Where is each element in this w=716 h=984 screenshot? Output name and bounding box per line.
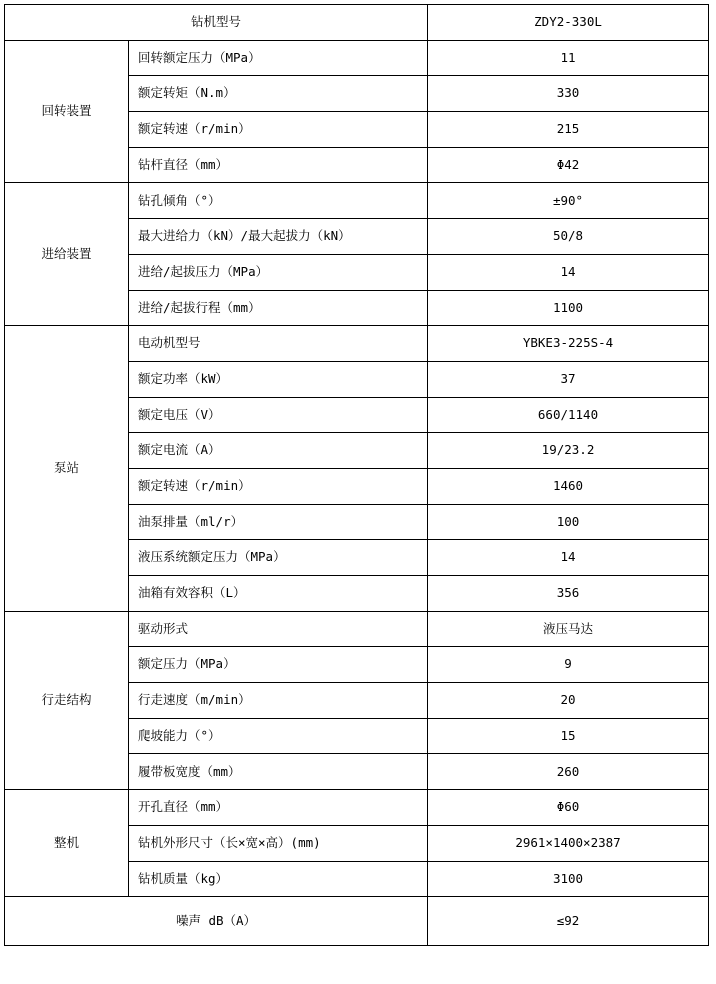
spec-value: 14 <box>428 254 709 290</box>
group-label-feed: 进给装置 <box>5 183 129 326</box>
spec-label: 钻机外形尺寸（长×宽×高）(mm) <box>129 825 428 861</box>
spec-value: 14 <box>428 540 709 576</box>
spec-value: 215 <box>428 112 709 148</box>
model-header-label: 钻机型号 <box>5 5 428 41</box>
spec-value: 356 <box>428 576 709 612</box>
spec-label: 钻机质量（kg） <box>129 861 428 897</box>
spec-value: 1100 <box>428 290 709 326</box>
spec-value: ±90° <box>428 183 709 219</box>
spec-value: 3100 <box>428 861 709 897</box>
model-header-value: ZDY2-330L <box>428 5 709 41</box>
spec-label: 钻孔倾角（°） <box>129 183 428 219</box>
spec-label: 额定电流（A） <box>129 433 428 469</box>
spec-value: 9 <box>428 647 709 683</box>
spec-value: 液压马达 <box>428 611 709 647</box>
spec-value: 100 <box>428 504 709 540</box>
spec-label: 油泵排量（ml/r） <box>129 504 428 540</box>
spec-label: 额定压力（MPa） <box>129 647 428 683</box>
spec-label: 爬坡能力（°） <box>129 718 428 754</box>
group-label-rotary: 回转装置 <box>5 40 129 183</box>
spec-value: 660/1140 <box>428 397 709 433</box>
spec-label: 额定转速（r/min） <box>129 468 428 504</box>
spec-label: 钻杆直径（mm） <box>129 147 428 183</box>
spec-label: 回转额定压力（MPa） <box>129 40 428 76</box>
spec-label: 额定转速（r/min） <box>129 112 428 148</box>
spec-label: 额定转矩（N.m） <box>129 76 428 112</box>
spec-value: Φ60 <box>428 790 709 826</box>
group-label-pump-station: 泵站 <box>5 326 129 612</box>
spec-value: 19/23.2 <box>428 433 709 469</box>
spec-value: 15 <box>428 718 709 754</box>
spec-label: 额定功率（kW） <box>129 361 428 397</box>
noise-label: 噪声 dB（A） <box>5 897 428 946</box>
spec-value: 330 <box>428 76 709 112</box>
spec-value: 50/8 <box>428 219 709 255</box>
spec-label: 电动机型号 <box>129 326 428 362</box>
spec-label: 进给/起拔压力（MPa） <box>129 254 428 290</box>
table-row <box>5 40 709 76</box>
spec-value: 2961×1400×2387 <box>428 825 709 861</box>
spec-value: 11 <box>428 40 709 76</box>
spec-label: 驱动形式 <box>129 611 428 647</box>
spec-label: 额定电压（V） <box>129 397 428 433</box>
table-row <box>5 611 709 647</box>
spec-label: 行走速度（m/min） <box>129 683 428 719</box>
table-row <box>5 183 709 219</box>
spec-value: 20 <box>428 683 709 719</box>
noise-value: ≤92 <box>428 897 709 946</box>
spec-value: 37 <box>428 361 709 397</box>
drill-spec-table <box>4 4 709 946</box>
spec-value: 260 <box>428 754 709 790</box>
table-row-header <box>5 5 709 41</box>
table-row <box>5 790 709 826</box>
spec-value: 1460 <box>428 468 709 504</box>
spec-label: 履带板宽度（mm） <box>129 754 428 790</box>
spec-label: 最大进给力（kN）/最大起拔力（kN） <box>129 219 428 255</box>
spec-value: Φ42 <box>428 147 709 183</box>
spec-label: 油箱有效容积（L） <box>129 576 428 612</box>
spec-label: 液压系统额定压力（MPa） <box>129 540 428 576</box>
spec-label: 开孔直径（mm） <box>129 790 428 826</box>
spec-label: 进给/起拔行程（mm） <box>129 290 428 326</box>
table-row <box>5 326 709 362</box>
table-row-noise <box>5 897 709 946</box>
spec-value: YBKE3-225S-4 <box>428 326 709 362</box>
group-label-whole-machine: 整机 <box>5 790 129 897</box>
group-label-travel: 行走结构 <box>5 611 129 789</box>
